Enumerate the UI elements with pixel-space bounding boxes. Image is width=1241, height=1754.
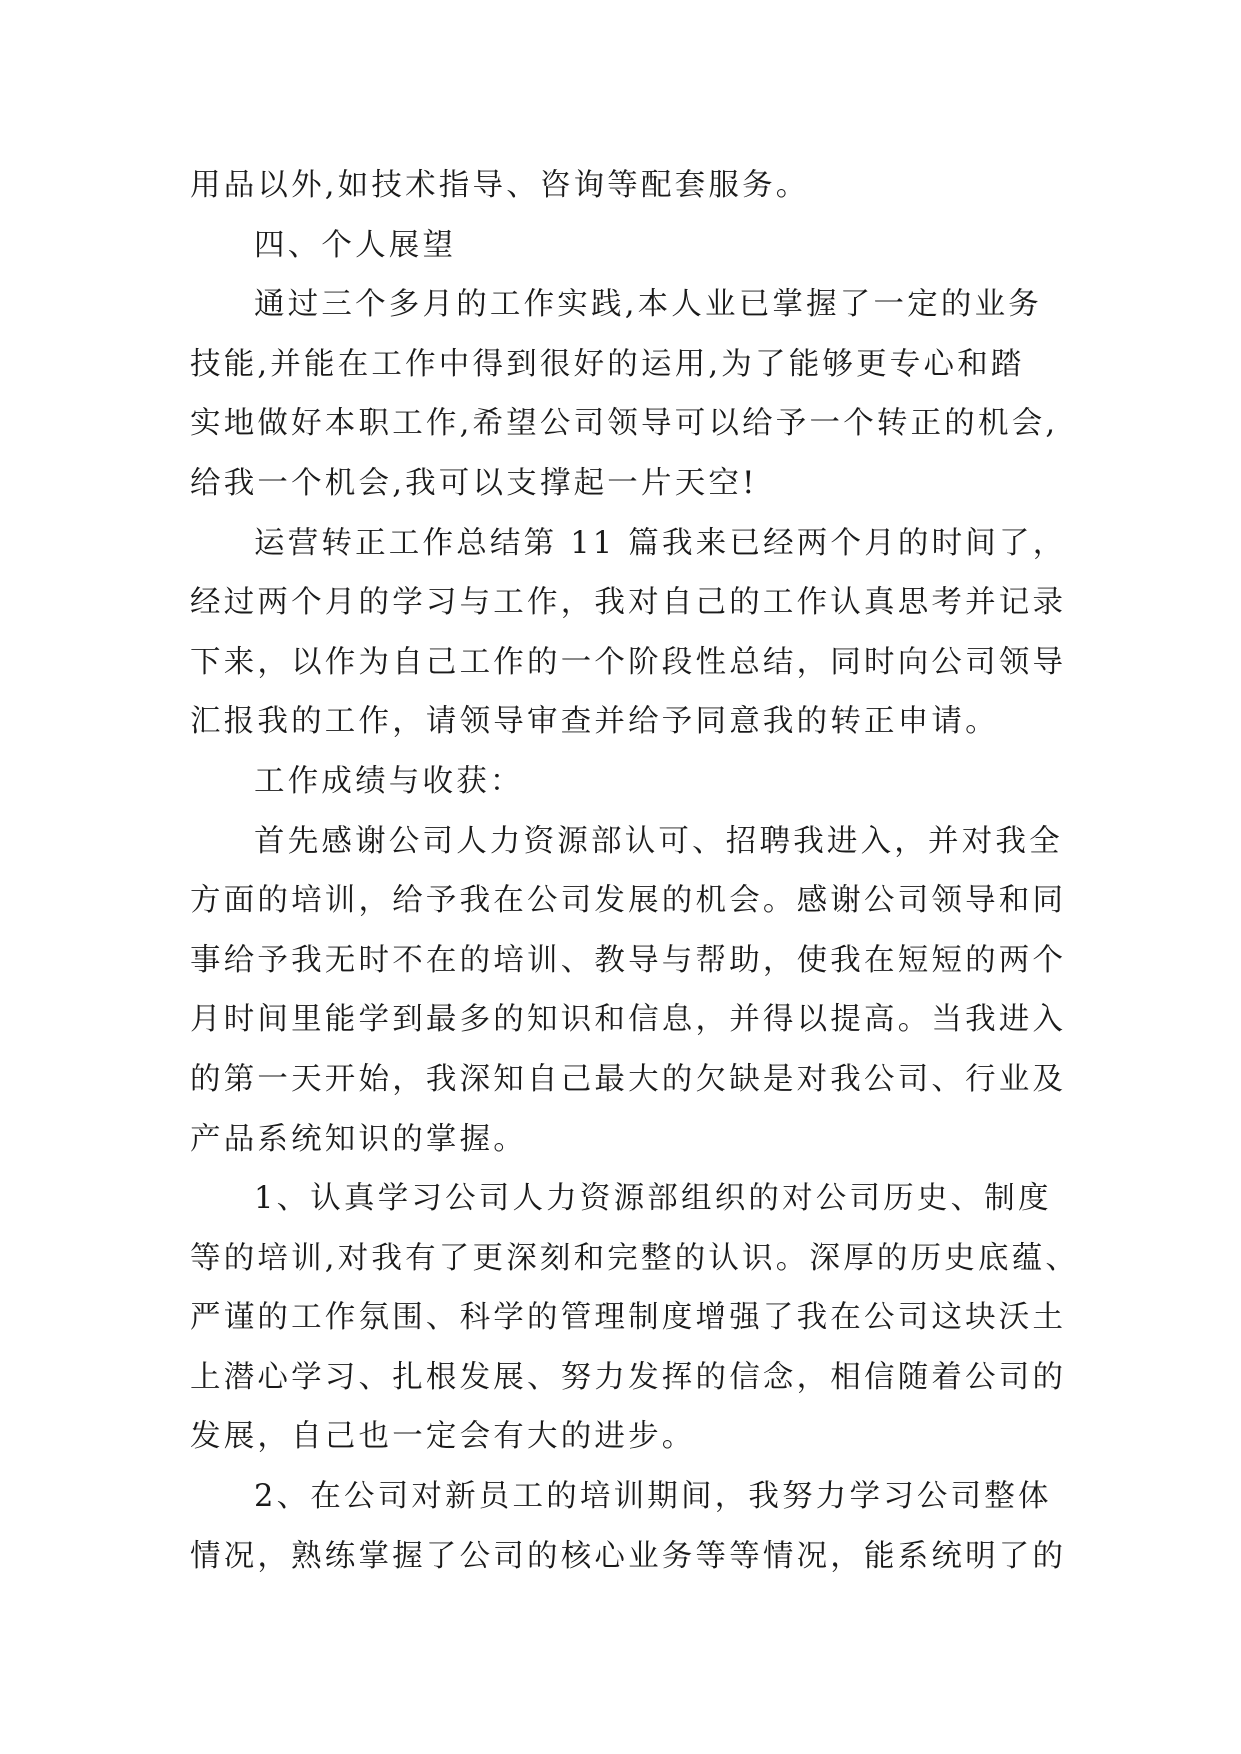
text-line: 技能,并能在工作中得到很好的运用,为了能够更专心和踏 — [190, 346, 1025, 382]
text-line: 1、认真学习公司人力资源部组织的对公司历史、制度 — [254, 1181, 1052, 1217]
text-line: 月时间里能学到最多的知识和信息，并得以提高。当我进入 — [190, 1002, 1067, 1038]
text-line: 事给予我无时不在的培训、教导与帮助，使我在短短的两个 — [190, 942, 1067, 978]
text-line: 经过两个月的学习与工作，我对自己的工作认真思考并记录 — [190, 585, 1067, 621]
text-line: 情况，熟练掌握了公司的核心业务等等情况，能系统明了的 — [190, 1538, 1067, 1574]
text-line: 首先感谢公司人力资源部认可、招聘我进入，并对我全 — [254, 823, 1063, 859]
text-line: 严谨的工作氛围、科学的管理制度增强了我在公司这块沃土 — [190, 1300, 1067, 1336]
text-line: 实地做好本职工作,希望公司领导可以给予一个转正的机会, — [190, 406, 1059, 442]
text-line: 通过三个多月的工作实践,本人业已掌握了一定的业务 — [254, 287, 1042, 323]
text-line: 2、在公司对新员工的培训期间，我努力学习公司整体 — [254, 1479, 1052, 1515]
section-heading: 四、个人展望 — [254, 227, 457, 263]
text-line: 给我一个机会,我可以支撑起一片天空! — [190, 465, 758, 501]
text-line: 方面的培训，给予我在公司发展的机会。感谢公司领导和同 — [190, 883, 1067, 919]
text-line: 发展，自己也一定会有大的进步。 — [190, 1419, 696, 1455]
document-body — [190, 156, 1080, 1586]
text-line: 用品以外,如技术指导、咨询等配套服务。 — [190, 168, 810, 203]
text-line: 运营转正工作总结第 11 篇我来已经两个月的时间了， — [254, 525, 1067, 561]
text-line: 等的培训,对我有了更深刻和完整的认识。深厚的历史底蕴、 — [190, 1240, 1080, 1276]
text-line: 汇报我的工作，请领导审查并给予同意我的转正申请。 — [190, 704, 999, 740]
section-heading: 工作成绩与收获： — [254, 763, 524, 799]
text-line: 产品系统知识的掌握。 — [190, 1121, 527, 1157]
text-line: 上潜心学习、扎根发展、努力发挥的信念，相信随着公司的 — [190, 1359, 1067, 1395]
text-line: 的第一天开始，我深知自己最大的欠缺是对我公司、行业及 — [190, 1061, 1067, 1097]
text-line: 下来，以作为自己工作的一个阶段性总结，同时向公司领导 — [190, 644, 1067, 680]
